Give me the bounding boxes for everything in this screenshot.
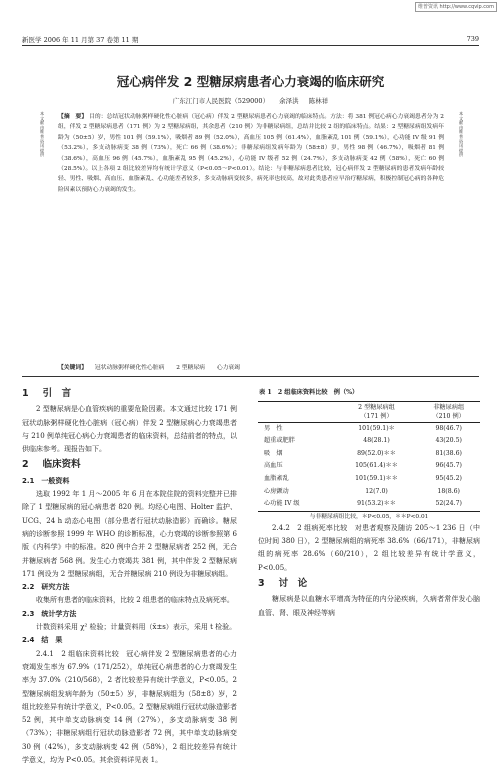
table-row: 心房颤动 12(7.0) 18(8.6) <box>264 487 460 495</box>
paragraph: 2.4.1 2 组临床资料比较 冠心病伴发 2 型糖尿病患者的心力衰竭发生率为 67.9%（171/252），单纯冠心病患者的心力衰竭发生率为 37.0%（210/568），2 者比较差异有统计学意义，P<0.05。2 型糖尿病组发病年龄为（50±5）岁，非糖尿病组为（58±8）岁，2 组比较差异有统计学意义，P<0.05。2 型糖尿病组行冠状动脉造影者 52 例，其中单支动脉病变 14 例（27%），多支动脉病变 38 例（73%）；非糖尿病组行冠状动脉造影者 72 例，其中单支动脉病变 30 例（42%），多支动脉病变 42 例（58%），2 组比较差异有统计学意义，均为 P<0.05。其余资料详见表 1。 <box>22 649 237 765</box>
side-watermark-right: 本文献由维普资讯提供 <box>459 111 464 158</box>
section-number: 3 <box>258 577 265 589</box>
table-row: 吸 烟 89(52.0)＊＊ 81(38.6) <box>264 449 462 457</box>
keywords-label: 【关键词】 <box>58 365 87 371</box>
subsection-heading: 2.1 一般资料 <box>22 476 70 485</box>
left-column <box>22 385 237 765</box>
table-note: 与非糖尿病组比较，＊P<0.05，＊＊P<0.01 <box>309 513 429 520</box>
section-heading <box>22 387 237 400</box>
section-number: 1 <box>22 388 29 399</box>
subsection-heading: 2.3 统计学方法 <box>22 609 77 618</box>
table-row: 高血压 105(61.4)＊＊ 96(45.7) <box>264 462 462 470</box>
subsection-heading: 2.2 研究方法 <box>22 583 70 592</box>
paragraph: 计数资料采用 χ² 检验；计量资料用（x̄±s）表示，采用 t 检验。 <box>36 623 237 632</box>
table-row: 心功能 IV 级 91(53.2)＊＊ 52(24.7) <box>258 498 480 511</box>
section-title: 临床资料 <box>42 459 81 471</box>
paragraph: 选取 1992 年 1 月～2005 年 6 月在本院住院的资料完整并已排除了 1 型糖尿病的冠心病患者 820 例。均经心电图、Holter 监护、UCG、24 h 动态心电图（部分患者行冠状动脉造影）而确诊。糖尿病的诊断参照 1999 年 WHO 的诊断标准，心力衰竭的诊断参照第 6 版《内科学》中的标准。820 例中合并 2 型糖尿病者 252 例，无合并糖尿病者 568 例。发生心力衰竭共 381 例，其中伴发 2 型糖尿病 171 例设为 2 型糖尿病组，无合并糖尿病 210 例设为非糖尿病组。 <box>22 490 237 578</box>
side-watermark-left: 本文献由维普资讯提供 <box>40 111 45 158</box>
article-title: 冠心病伴发 2 型糖尿病患者心力衰竭的临床研究 <box>116 74 385 89</box>
section-title: 引 言 <box>42 388 72 399</box>
table-header-blank <box>258 401 336 422</box>
section-heading <box>258 577 480 590</box>
page-number: 739 <box>466 35 479 43</box>
right-column <box>258 385 480 620</box>
author-line <box>0 96 501 105</box>
abstract <box>58 112 444 195</box>
section-title: 讨 论 <box>278 577 308 589</box>
section-divider <box>22 376 479 377</box>
section-heading <box>22 458 237 471</box>
keyword: 冠状动脉粥样硬化性心脏病 <box>94 365 165 371</box>
table-1 <box>258 387 480 512</box>
running-head <box>22 33 479 46</box>
section-number: 2 <box>22 459 29 471</box>
table-row: 男 性 101(59.1)＊ 98(46.7) <box>264 424 462 432</box>
table-row: 超重或肥胖 48(28.1) 43(20.5) <box>264 437 462 445</box>
paragraph: 2 型糖尿病是心血管疾病的重要危险因素。本文通过比较 171 例冠状动脉粥样硬化性心脏病（冠心病）伴发 2 型糖尿病心力衰竭患者与 210 例单纯冠心病心力衰竭患者的临床资料，总结前者的特点，以供临床参考。现报告如下。 <box>22 405 237 454</box>
keyword: 心力衰竭 <box>216 365 241 371</box>
abstract-label: 【摘 要】 <box>58 114 88 120</box>
table-header: 非糖尿病组 （210 例） <box>417 401 480 422</box>
paragraph: 糖尿病是以血糖水平增高为特征的内分泌疾病，久病者常伴发心脑血管、肾、眼及神经等病 <box>258 595 480 617</box>
paragraph: 收集所有患者的临床资料，比较 2 组患者的临床特点及病死率。 <box>36 596 234 605</box>
table-header: 2 型糖尿病组 （171 例） <box>336 401 418 422</box>
table-caption: 表 1 2 组临床资料比较 例（%） <box>258 387 480 401</box>
table-row: 血脂紊乱 101(59.1)＊＊ 95(45.2) <box>264 474 462 482</box>
watermark: 维普资讯 http://www.cqvip.com <box>415 2 497 12</box>
journal-info: 新医学 2006 年 11 月第 37 卷第 11 期 <box>22 36 139 44</box>
keywords <box>58 362 444 371</box>
paragraph: 2.4.2 2 组病死率比较 对患者观察及随访 205～1 236 日（中位时间 380 日），2 型糖尿病组的病死率 38.6%（66/171），非糖尿病组的病死率 28.6%（60/210），2 组比较差异有统计学意义，P<0.05。 <box>258 523 480 572</box>
subsection-heading: 2.4 结 果 <box>22 636 63 645</box>
author-1: 余泽洪 <box>279 97 299 105</box>
abstract-text: 目的：总结冠状动脉粥样硬化性心脏病（冠心病）伴发 2 型糖尿病患者心力衰竭的临床特点。方法：将 381 例冠心病心力衰竭患者分为 2 组，伴发 2 型糖尿病患者（171 例）为 2 型糖尿病组，其余患者（210 例）为非糖尿病组，总结并比较 2 组的临床特点。结果：2 型糖尿病组发病年龄为（50±5）岁，男性 101 例（59.1%），吸烟者 89 例（52.0%），高血压 105 例（61.4%），血脂紊乱 101 例（59.1%），心功能 IV 级 91 例（53.2%），多支动脉病变 38 例（73%），死亡 66 例（38.6%）；非糖尿病组发病年龄为（58±8）岁，男性 98 例（46.7%），吸烟者 81 例（38.6%），高血压 96 例（45.7%），血脂紊乱 95 例（45.2%），心功能 IV 级者 52 例（24.7%），多支动脉病变 42 例（58%），死亡 60 例（28.5%）。以上各项 2 组比较差异均有统计学意义（P<0.05～P<0.01）。结论：与非糖尿病患者比较，冠心病伴发 2 型糖尿病的患者发病年龄较轻、男性、吸烟、高血压、血脂紊乱、心功能差者较多，多支动脉病变较多，病死率也较高，故对此类患者应早治疗糖尿病，积极控制冠心病的各种危险因素以预防心力衰竭的发生。 <box>58 114 444 193</box>
keyword: 2 型糖尿病 <box>176 365 205 371</box>
author-2: 陈林祥 <box>308 97 329 105</box>
affiliation: 广东江门市人民医院（529000） <box>172 97 270 105</box>
